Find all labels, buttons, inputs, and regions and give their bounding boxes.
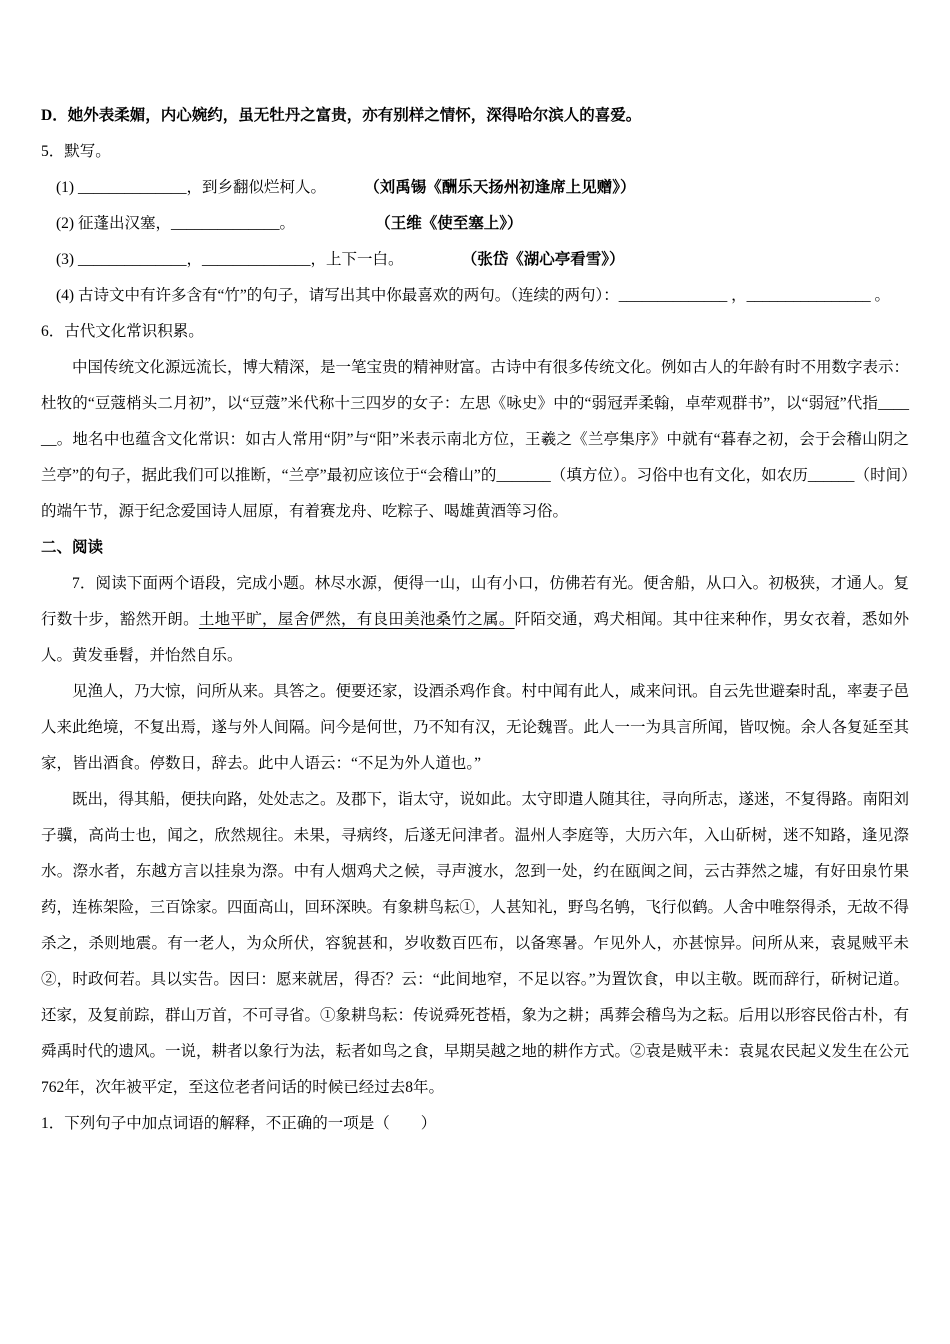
source-attribution-1: （刘禹锡《酬乐天扬州初逢席上见赠》） [371, 179, 636, 196]
passage-1-text-after: 阡陌交通，鸡犬相闻。其中往来种作，男女衣着，悉如外人。黄发垂髫，并怡然自乐。 [41, 611, 909, 664]
option-d-line: D．她外表柔媚，内心婉约，虽无牡丹之富贵，亦有别样之情怀，深得哈尔滨人的喜爱。 [41, 107, 642, 124]
dictation-text-2: (2) 征蓬出汉塞，______________。 [56, 215, 295, 232]
dictation-text-1: (1) ______________，到乡翻似烂柯人。 [56, 179, 326, 196]
question-6-heading: 6．古代文化常识积累。 [41, 323, 204, 340]
source-attribution-3: （张岱《湖心亭看雪》） [469, 251, 625, 268]
passage-paragraph-1 [41, 566, 909, 674]
passage-1-text-before: 7．阅读下面两个语段，完成小题。林尽水源，便得一山，山有小口，仿佛若有光。便舍船，从口入。初极狭，才通人。复行数十步，豁然开朗。 [41, 575, 909, 628]
dictation-text-4: (4) 古诗文中有许多含有“竹”的句子，请写出其中你最喜欢的两句。（连续的两句）：______________ ，________________ 。 [56, 287, 890, 304]
question-6-body: 中国传统文化源远流长，博大精深，是一笔宝贵的精神财富。古诗中有很多传统文化。例如古人的年龄有时不用数字表示：杜牧的“豆蔻梢头二月初”，以“豆蔻”米代称十三四岁的女子：左思《咏史》中的“弱冠弄柔翰，卓荦观群书”，以“弱冠”代指______。地名中也蕴含文化常识：如古人常用“阴”与“阳”米表示南北方位，王羲之《兰亭集序》中就有“暮春之初，会于会稽山阴之兰亭”的句子，据此我们可以推断，“兰亭”最初应该位于“会稽山”的_______（填方位）。习俗中也有文化，如农历______（时间）的端午节，源于纪念爱国诗人屈原，有着赛龙舟、吃粽子、喝雄黄酒等习俗。 [41, 359, 910, 520]
source-attribution-2: （王维《使至塞上》） [382, 215, 523, 232]
dictation-item-3 [41, 242, 909, 278]
dictation-item-4 [41, 278, 909, 314]
passage-paragraph-2: 见渔人，乃大惊，问所从来。具答之。便要还家，设酒杀鸡作食。村中闻有此人，咸来问讯。自云先世避秦时乱，率妻子邑人来此绝境，不复出焉，遂与外人间隔。问今是何世，乃不知有汉，无论魏晋。此人一一为具言所闻，皆叹惋。余人各复延至其家，皆出酒食。停数日，辞去。此中人语云：“不足为外人道也。” [41, 683, 910, 772]
dictation-item-1 [41, 170, 909, 206]
question-5-heading: 5．默写。 [41, 143, 111, 160]
passage-paragraph-3: 既出，得其船，便扶向路，处处志之。及郡下，诣太守，说如此。太守即遣人随其往，寻向所志，遂迷，不复得路。南阳刘子骥，高尚士也，闻之，欣然规往。未果，寻病终，后遂无问津者。温州人李庭等，大历六年，入山斫树，迷不知路，逢见漈水。漈水者，东越方言以挂泉为漈。中有人烟鸡犬之候，寻声渡水，忽到一处，约在瓯闽之间，云古莽然之墟，有好田泉竹果药，连栋架险，三百馀家。四面高山，回环深映。有象耕鸟耘①，人甚知礼，野鸟名鸲，飞行似鹤。人舍中唯祭得杀，无故不得杀之，杀则地震。有一老人，为众所伏，容貌甚和，岁收数百匹布，以备寒暑。乍见外人，亦甚惊异。问所从来，袁晁贼平未②，时政何若。具以实告。因曰：愿来就居，得否？云：“此间地窄，不足以容。”为置饮食，申以主敬。既而辞行，斫树记道。还家，及复前踪，群山万首，不可寻省。①象耕鸟耘：传说舜死苍梧，象为之耕；禹葬会稽鸟为之耘。后用以形容民俗古朴，有舜禹时代的遗风。一说，耕者以象行为法，耘者如鸟之食，早期吴越之地的耕作方式。②袁是贼平未：袁晁农民起义发生在公元762年，次年被平定，至这位老者问话的时候已经过去8年。 [41, 791, 910, 1096]
underlined-sentence: 土地平旷，屋舍俨然，有良田美池桑竹之属。 [198, 611, 515, 628]
dictation-text-3: (3) ______________，______________，上下一白。 [56, 251, 404, 268]
dictation-item-2 [41, 206, 909, 242]
section-2-heading: 二、阅读 [41, 539, 104, 556]
sub-question-1: 1．下列句子中加点词语的解释，不正确的一项是（ ） [41, 1115, 437, 1132]
